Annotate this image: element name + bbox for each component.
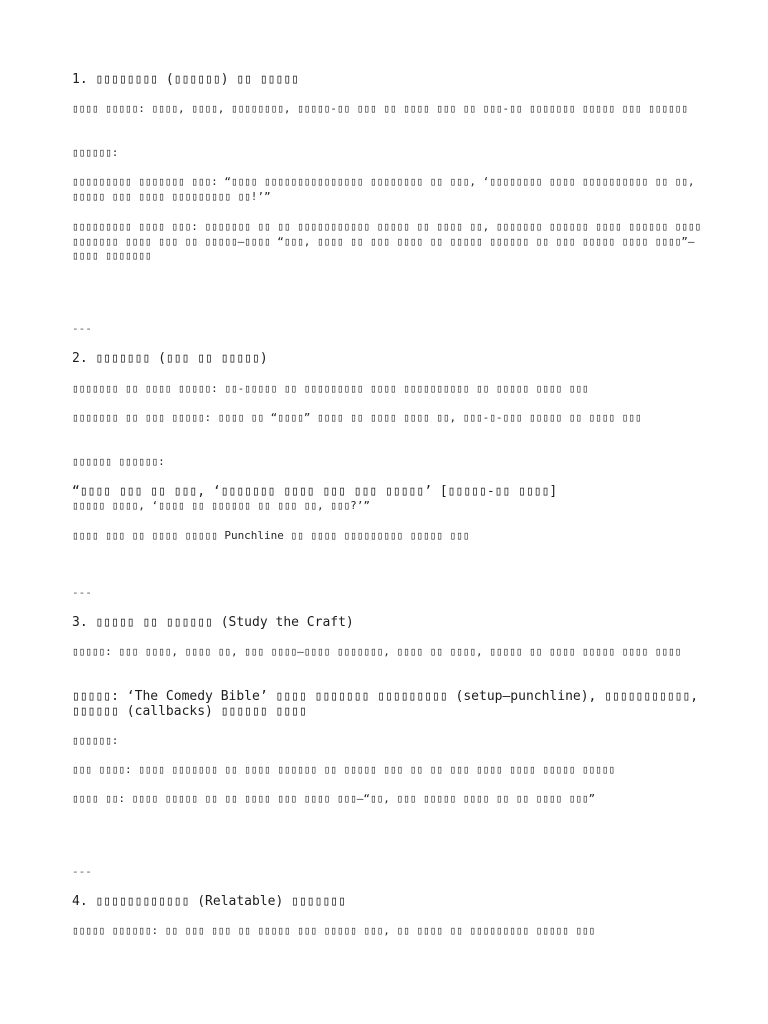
section-1-paragraph-2: ▯▯▯▯▯▯: [72,146,119,159]
section-2-quote-line-1: “▯▯▯▯ ▯▯▯ ▯▯ ▯▯▯, ‘▯▯▯▯▯▯▯ ▯▯▯▯ ▯▯▯ ▯▯▯ ▯▯▯▯▯’ [▯▯▯▯▯-▯▯ ▯▯▯▯] [72,484,558,499]
section-2-paragraph-2: ▯▯▯▯▯▯▯ ▯▯ ▯▯▯ ▯▯▯▯▯: ▯▯▯▯ ▯▯ “▯▯▯▯” ▯▯▯▯ ▯▯ ▯▯▯▯ ▯▯▯▯ ▯▯, ▯▯▯-▯-▯▯▯ ▯▯▯▯▯ ▯▯ ▯▯▯▯ ▯▯▯ [72,411,642,424]
section-3-paragraph-1: ▯▯▯▯▯: ▯▯▯ ▯▯▯▯, ▯▯▯▯ ▯▯, ▯▯▯ ▯▯▯▯—▯▯▯▯ ▯▯▯▯▯▯▯, ▯▯▯▯ ▯▯ ▯▯▯▯, ▯▯▯▯▯ ▯▯ ▯▯▯▯ ▯▯▯▯▯ ▯▯▯▯ ▯▯▯▯ [72,645,682,658]
separator-1: --- [72,322,92,335]
section-3-heading: 3. ▯▯▯▯▯ ▯▯ ▯▯▯▯▯▯ (Study the Craft) [72,615,354,630]
section-2-paragraph-5: ▯▯▯▯ ▯▯▯ ▯▯ ▯▯▯▯ ▯▯▯▯▯ Punchline ▯▯ ▯▯▯▯ ▯▯▯▯▯▯▯▯▯ ▯▯▯▯▯ ▯▯▯ [72,529,470,542]
separator-3: --- [72,865,92,878]
section-1-paragraph-4: ▯▯▯▯▯▯▯▯▯ ▯▯▯▯ ▯▯▯: ▯▯▯▯▯▯▯ ▯▯ ▯▯ ▯▯▯▯▯▯▯▯▯▯▯ ▯▯▯▯▯ ▯▯ ▯▯▯▯ ▯▯, ▯▯▯▯▯▯▯ ▯▯▯▯▯▯ ▯▯▯▯ ▯▯▯▯▯▯ ▯▯▯▯ ▯▯▯▯▯▯▯ ▯▯▯▯ ▯▯▯ ▯▯ ▯▯▯▯▯—▯▯▯▯ “▯▯▯, ▯▯▯▯ ▯▯ ▯▯▯ ▯▯▯▯ ▯▯ ▯▯▯▯▯ ▯▯▯▯▯▯ ▯▯ ▯▯▯ ▯▯▯▯▯ ▯▯▯▯ ▯▯▯▯”—▯▯▯▯ ▯▯▯▯▯▯▯ [72,220,708,262]
section-2-quote-line-2: ▯▯▯▯▯ ▯▯▯▯, ‘▯▯▯▯ ▯▯ ▯▯▯▯▯▯ ▯▯ ▯▯▯ ▯▯, ▯▯▯?’” [72,499,371,512]
section-2-paragraph-3: ▯▯▯▯▯▯ ▯▯▯▯▯▯: [72,455,165,468]
section-3-paragraph-3: ▯▯▯▯▯▯: [72,734,119,747]
section-1-heading: 1. ▯▯▯▯▯▯▯▯ (▯▯▯▯▯▯) ▯▯ ▯▯▯▯▯ [72,72,299,87]
section-2-heading: 2. ▯▯▯▯▯▯▯ (▯▯▯ ▯▯ ▯▯▯▯▯) [72,351,268,366]
section-1-paragraph-1: ▯▯▯▯ ▯▯▯▯▯: ▯▯▯▯, ▯▯▯▯, ▯▯▯▯▯▯▯▯, ▯▯▯▯▯-▯▯ ▯▯▯ ▯▯ ▯▯▯▯ ▯▯▯ ▯▯ ▯▯▯-▯▯ ▯▯▯▯▯▯▯ ▯▯▯▯▯ ▯▯▯ ▯▯▯▯▯▯ [72,102,688,115]
section-3-paragraph-4: ▯▯▯ ▯▯▯▯: ▯▯▯▯ ▯▯▯▯▯▯▯ ▯▯ ▯▯▯▯ ▯▯▯▯▯▯ ▯▯ ▯▯▯▯▯ ▯▯▯ ▯▯ ▯▯ ▯▯▯ ▯▯▯▯ ▯▯▯▯ ▯▯▯▯▯ ▯▯▯▯▯ [72,763,616,776]
section-2-paragraph-1: ▯▯▯▯▯▯▯ ▯▯ ▯▯▯▯ ▯▯▯▯▯: ▯▯-▯▯▯▯▯ ▯▯ ▯▯▯▯▯▯▯▯▯ ▯▯▯▯ ▯▯▯▯▯▯▯▯▯▯ ▯▯ ▯▯▯▯▯ ▯▯▯▯ ▯▯▯ [72,382,589,395]
section-4-heading: 4. ▯▯▯▯▯▯▯▯▯▯▯▯ (Relatable) ▯▯▯▯▯▯▯ [72,894,346,909]
section-4-paragraph-1: ▯▯▯▯▯ ▯▯▯▯▯▯: ▯▯ ▯▯▯ ▯▯▯ ▯▯ ▯▯▯▯▯ ▯▯▯ ▯▯▯▯▯ ▯▯▯, ▯▯ ▯▯▯▯ ▯▯ ▯▯▯▯▯▯▯▯▯ ▯▯▯▯▯ ▯▯▯ [72,924,596,937]
section-3-paragraph-2: ▯▯▯▯▯: ‘The Comedy Bible’ ▯▯▯▯ ▯▯▯▯▯▯▯ ▯▯▯▯▯▯▯▯▯ (setup–punchline), ▯▯▯▯▯▯▯▯▯▯▯, ▯▯▯▯▯▯ (callbacks) ▯▯▯▯▯▯ ▯▯▯▯ [72,689,706,719]
separator-2: --- [72,586,92,599]
section-1-paragraph-3: ▯▯▯▯▯▯▯▯▯ ▯▯▯▯▯▯▯ ▯▯▯: “▯▯▯▯ ▯▯▯▯▯▯▯▯▯▯▯▯▯▯▯ ▯▯▯▯▯▯▯▯ ▯▯ ▯▯▯, ‘▯▯▯▯▯▯▯▯ ▯▯▯▯ ▯▯▯▯▯▯▯▯▯▯ ▯▯ ▯▯, ▯▯▯▯▯ ▯▯▯ ▯▯▯▯ ▯▯▯▯▯▯▯▯▯ ▯▯!’” [72,175,702,203]
section-3-paragraph-5: ▯▯▯▯ ▯▯: ▯▯▯▯ ▯▯▯▯▯ ▯▯ ▯▯ ▯▯▯▯ ▯▯▯ ▯▯▯▯ ▯▯▯—“▯▯, ▯▯▯ ▯▯▯▯▯ ▯▯▯▯ ▯▯ ▯▯ ▯▯▯▯ ▯▯▯” [72,792,596,805]
